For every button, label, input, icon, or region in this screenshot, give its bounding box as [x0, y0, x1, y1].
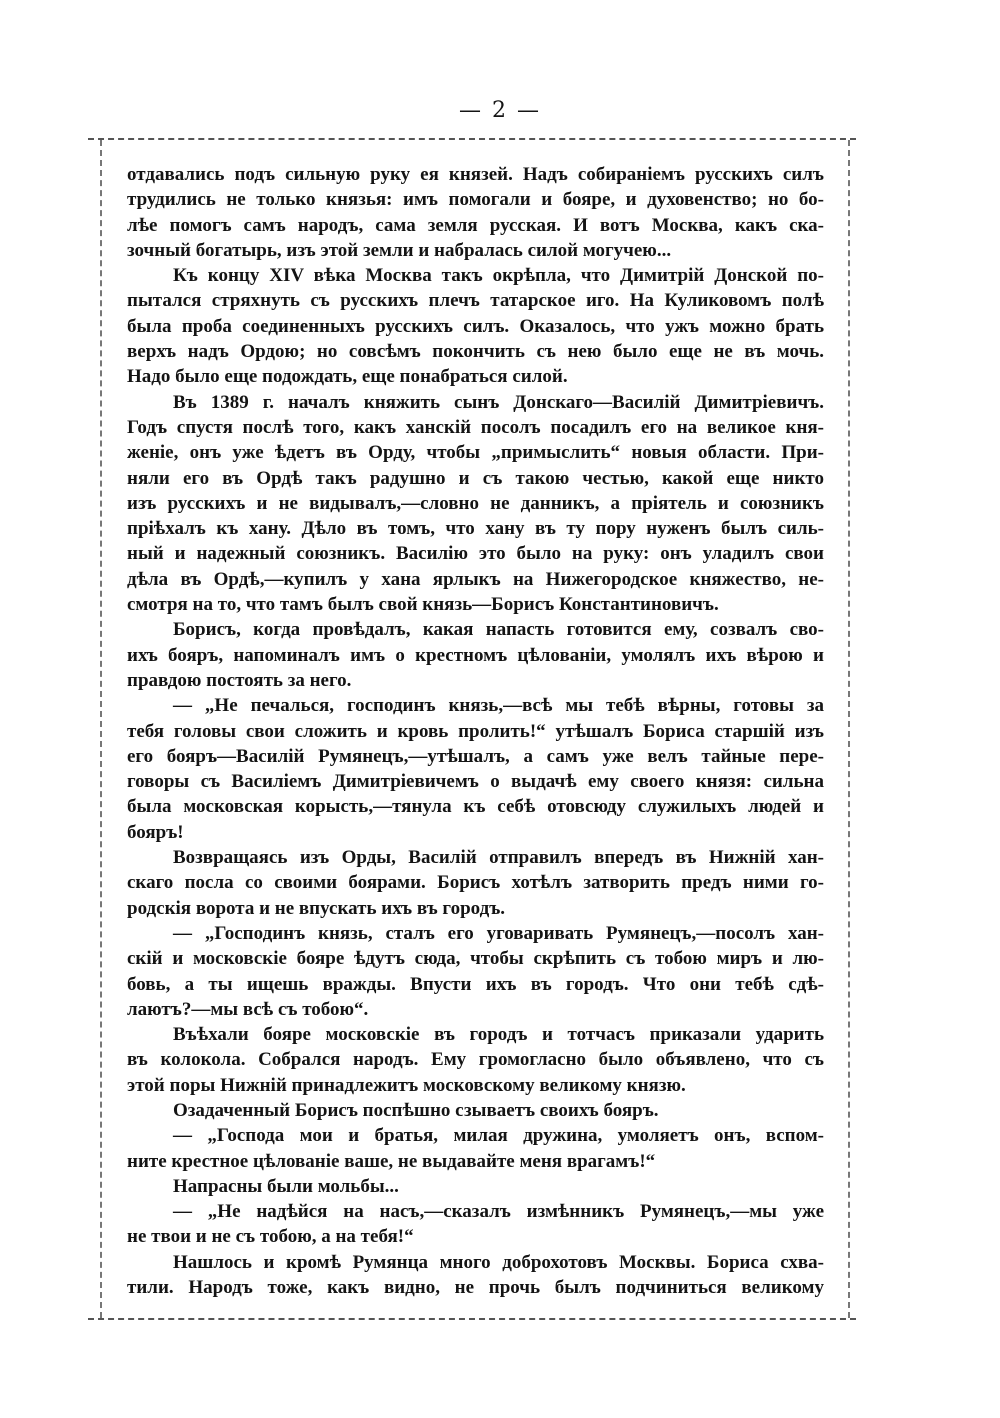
- text-line: няли его въ Ордѣ такъ радушно и съ такою честью, какой еще никто: [127, 467, 824, 489]
- text-line: говоры съ Василiемъ Димитрiевичемъ о выдачѣ ему своего князя: сильна: [127, 771, 824, 793]
- text-line: Къ концу XIV вѣка Москва такъ окрѣпла, что Димитрiй Донской по-: [173, 265, 824, 287]
- text-line: смотря на то, что тамъ былъ свой князь—Борисъ Константиновичъ.: [127, 594, 719, 616]
- body-text: [127, 162, 824, 1300]
- text-line: трудились не только князья: имъ помогали и бояре, и духовенство; но бо-: [127, 189, 824, 211]
- text-line: Въ 1389 г. началъ княжить сынъ Донскаго—Василiй Димитрiевичъ.: [173, 391, 824, 413]
- top-rule: [88, 138, 856, 140]
- text-line: пытался стряхнуть съ русскихъ плечъ татарское иго. На Куликовомъ полѣ: [127, 290, 824, 312]
- text-line: правдою постоять за него.: [127, 669, 352, 691]
- text-line: отдавались подъ сильную руку ея князей. Надъ собиранiемъ русскихъ силъ: [127, 164, 824, 185]
- text-line: изъ русскихъ и не видывалъ,—словно не данникъ, а прiятель и союзникъ: [127, 492, 824, 514]
- text-line: ните крестное цѣлованiе ваше, не выдавайте меня врагамъ!“: [127, 1150, 656, 1172]
- text-line: женiе, онъ уже ѣдетъ въ Орду, чтобы „примыслить“ новыя области. При-: [127, 442, 824, 464]
- bottom-rule: [88, 1318, 856, 1320]
- text-line: верхъ надъ Ордою; но совсѣмъ покончить съ нею было еще не въ мочь.: [127, 341, 824, 363]
- text-line: — „Господа мои и братья, милая дружина, умоляетъ онъ, вспом-: [173, 1125, 824, 1147]
- text-line: ихъ бояръ, напоминалъ имъ о крестномъ цѣлованiи, умолялъ ихъ вѣрою и: [127, 644, 824, 666]
- text-line: Надо было еще подождать, еще понабраться силой.: [127, 366, 568, 388]
- text-line: ный и надежный союзникъ. Василiю это было на руку: онъ уладилъ свои: [127, 543, 824, 565]
- text-line: Въѣхали бояре московскiе въ городъ и тотчасъ приказали ударить: [173, 1024, 824, 1046]
- right-margin-line: [848, 140, 850, 1318]
- text-line: была московская корысть,—тянула къ себѣ отовсюду служилыхъ людей и: [127, 796, 824, 818]
- text-line: Борисъ, когда провѣдалъ, какая напасть готовится ему, созвалъ сво-: [173, 619, 824, 641]
- text-line: — „Не печалься, господинъ князь,—всѣ мы тебѣ вѣрны, готовы за: [173, 695, 824, 717]
- text-line: — „Господинъ князь, сталъ его уговаривать Румянецъ,—посолъ хан-: [173, 922, 824, 944]
- text-line: въ колокола. Собрался народъ. Ему громогласно было объявлено, что съ: [127, 1049, 824, 1071]
- text-line: его бояръ—Василiй Румянецъ,—утѣшалъ, а самъ уже велъ тайные пере-: [127, 745, 824, 767]
- text-line: бояръ!: [127, 821, 184, 843]
- text-line: не твои и не съ тобою, а на тебя!“: [127, 1226, 414, 1248]
- text-line: скiй и московскiе бояре ѣдутъ сюда, чтобы скрѣпить съ тобою миръ и лю-: [127, 948, 824, 970]
- text-line: Напрасны были мольбы...: [173, 1175, 399, 1197]
- text-line: — „Не надѣйся на насъ,—сказалъ измѣнникъ Румянецъ,—мы уже: [173, 1201, 824, 1223]
- text-line: Годъ спустя послѣ того, какъ ханскiй посолъ посадилъ его на великое кня-: [127, 416, 824, 438]
- text-line: родскiя ворота и не впускать ихъ въ городъ.: [127, 897, 506, 919]
- text-line: дѣла въ Ордѣ,—купилъ у хана ярлыкъ на Нижегородское княжество, не-: [127, 568, 824, 590]
- text-line: Нашлось и кромѣ Румянца много доброхотовъ Москвы. Бориса схва-: [173, 1251, 824, 1273]
- text-line: бовь, а ты ищешь вражды. Впусти ихъ въ городъ. Что они тебѣ сдѣ-: [127, 973, 824, 995]
- text-line: прiѣхалъ къ хану. Дѣло въ томъ, что хану въ ту пору нуженъ былъ силь-: [127, 518, 824, 540]
- text-line: тили. Народъ тоже, какъ видно, не прочь былъ подчиниться великому: [127, 1277, 824, 1299]
- text-line: тебя головы свои сложить и кровь пролить!“ утѣшалъ Бориса старшiй изъ: [127, 720, 824, 742]
- text-line: Возвращаясь изъ Орды, Василiй отправилъ впередъ въ Нижнiй хан-: [173, 847, 824, 869]
- text-line: скаго посла со своими боярами. Борисъ хотѣлъ затворить предъ ними го-: [127, 872, 824, 894]
- text-line: Озадаченный Борисъ поспѣшно сзываетъ своихъ бояръ.: [173, 1099, 659, 1121]
- text-line: этой поры Нижнiй принадлежитъ московскому великому князю.: [127, 1074, 686, 1096]
- page-number: — 2 —: [459, 98, 541, 123]
- text-line: была проба соединенныхъ русскихъ силъ. Оказалось, что ужъ можно брать: [127, 315, 824, 337]
- text-line: зочный богатырь, изъ этой земли и набралась силой могучею...: [127, 239, 672, 261]
- text-line: лаютъ?—мы всѣ съ тобою“.: [127, 998, 369, 1020]
- text-line: лѣе помогъ самъ народъ, сама земля русская. И вотъ Москва, какъ ска-: [127, 214, 824, 236]
- left-margin-line: [100, 140, 102, 1318]
